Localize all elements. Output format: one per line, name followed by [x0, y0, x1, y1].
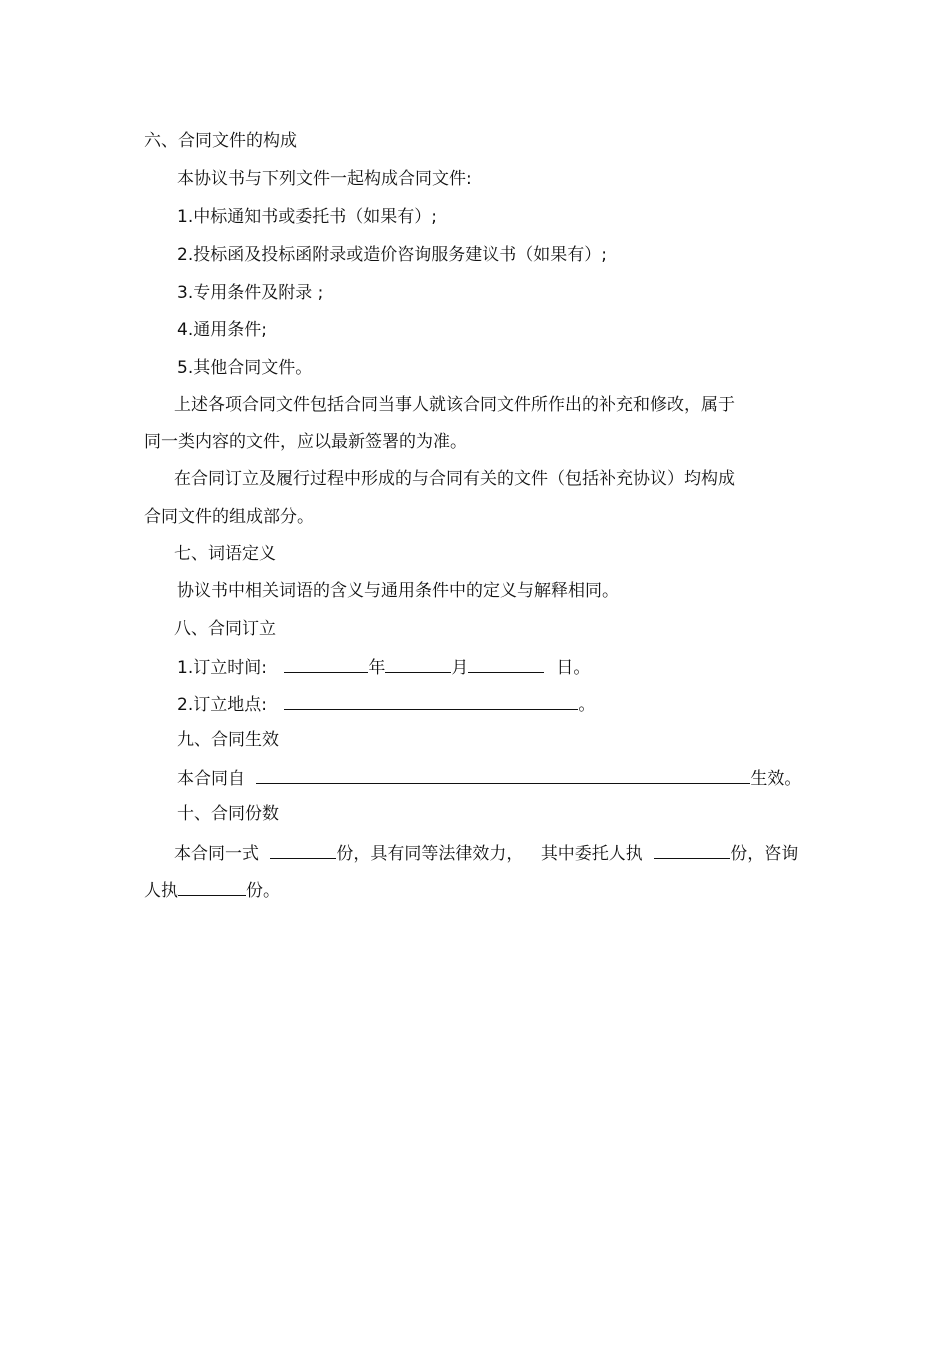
signing-time-row [177, 654, 590, 680]
section-10-title: 十、合同份数 [177, 804, 279, 824]
section-8-title: 八、合同订立 [174, 619, 276, 639]
copies-text: 人执 [144, 881, 178, 901]
copies-text: 份。 [246, 881, 280, 901]
signing-place-label: 2.订立地点: [177, 695, 267, 715]
effective-blank[interactable] [256, 765, 750, 784]
client-copies-blank[interactable] [654, 840, 730, 859]
copies-row-2 [144, 877, 280, 903]
copies-text: 份，具有同等法律效力， [336, 844, 524, 864]
list-item: 3.专用条件及附录 ; [177, 283, 324, 303]
signing-time-label: 1.订立时间: [177, 658, 267, 678]
paragraph-line: 上述各项合同文件包括合同当事人就该合同文件所作出的补充和修改，属于 [174, 395, 735, 415]
paragraph-line: 合同文件的组成部分。 [144, 507, 314, 527]
consultant-copies-blank[interactable] [178, 877, 246, 896]
list-item: 2.投标函及投标函附录或造价咨询服务建议书（如果有）; [177, 245, 607, 265]
place-end: 。 [578, 695, 596, 715]
copies-text: 份，咨询 [730, 844, 799, 864]
effective-row [177, 765, 801, 791]
total-copies-blank[interactable] [270, 840, 336, 859]
section-6-intro: 本协议书与下列文件一起构成合同文件: [177, 169, 472, 189]
place-blank[interactable] [284, 691, 578, 710]
year-blank[interactable] [284, 654, 368, 673]
paragraph-line: 在合同订立及履行过程中形成的与合同有关的文件（包括补充协议）均构成 [174, 469, 735, 489]
section-9-title: 九、合同生效 [177, 730, 279, 750]
list-item: 1.中标通知书或委托书（如果有）; [177, 207, 437, 227]
effective-suffix: 生效。 [750, 769, 802, 789]
month-blank[interactable] [385, 654, 451, 673]
paragraph-line: 同一类内容的文件，应以最新签署的为准。 [144, 432, 467, 452]
section-7-title: 七、词语定义 [174, 544, 276, 564]
copies-text: 其中委托人执 [540, 844, 643, 864]
effective-prefix: 本合同自 [177, 769, 245, 789]
day-blank[interactable] [468, 654, 544, 673]
section-7-text: 协议书中相关词语的含义与通用条件中的定义与解释相同。 [177, 581, 619, 601]
year-label: 年 [368, 658, 386, 678]
signing-place-row [177, 691, 595, 717]
copies-text: 本合同一式 [174, 844, 259, 864]
list-item: 4.通用条件; [177, 320, 267, 340]
month-label: 月 [451, 658, 469, 678]
section-6-title: 六、合同文件的构成 [144, 131, 297, 151]
day-label: 日。 [556, 658, 591, 678]
list-item: 5.其他合同文件。 [177, 358, 313, 378]
copies-row-1 [174, 840, 798, 866]
